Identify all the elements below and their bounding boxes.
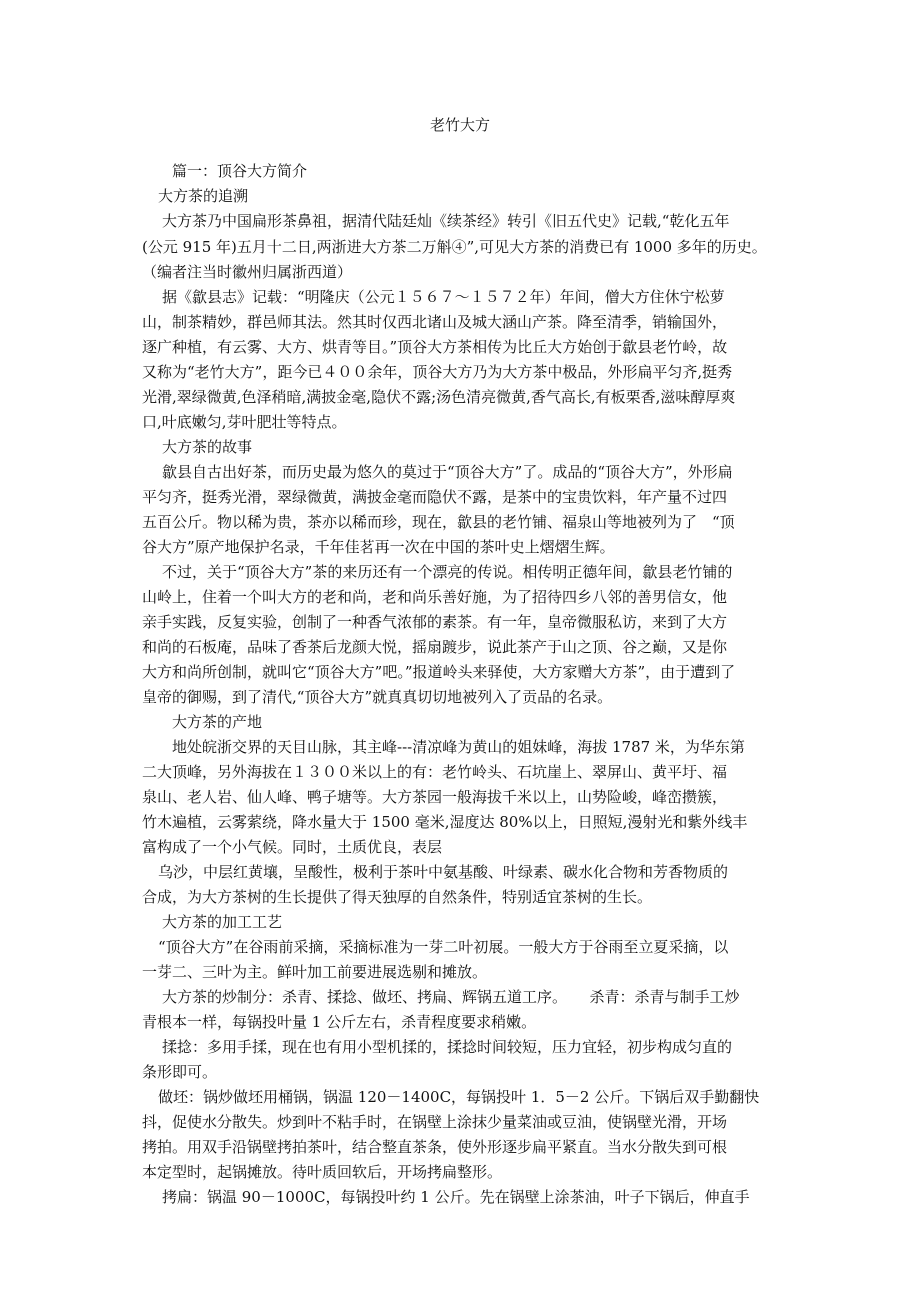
document-title: 老竹大方 [429,116,490,134]
paragraph-line: 光滑,翠绿微黄,色泽稍暗,满披金毫,隐伏不露;汤色清亮微黄,香气高长,有板栗香,滋味醇厚爽 [142,388,736,406]
paragraph-line: 歙县自古出好茶，而历史最为悠久的莫过于“顶谷大方”了。成品的“顶谷大方”，外形扁 [162,463,733,481]
paragraph-line: 口,叶底嫩匀,芽叶肥壮等特点。 [142,413,347,431]
paragraph-line: 谷大方”原产地保护名录，千年佳茗再一次在中国的茶叶史上熠熠生辉。 [142,538,615,556]
paragraph-line: 条形即可。 [142,1063,218,1081]
paragraph-line: 泉山、老人岩、仙人峰、鸭子塘等。大方茶园一般海拔千米以上，山势险峻，峰峦攒簇， [142,788,728,806]
subsection-heading: 大方茶的追溯 [158,187,249,205]
paragraph-line: 和尚的石板庵，品味了香茶后龙颜大悦，摇扇踱步，说此茶产于山之顶、谷之巅，又是你 [142,638,728,656]
paragraph-line: 青根本一样，每锅投叶量 1 公斤左右，杀青程度要求稍嫩。 [142,1013,537,1031]
paragraph-line: 据《歙县志》记载：“明隆庆（公元１５６７～１５７２年）年间，僧大方住休宁松萝 [162,288,725,306]
subsection-heading: 大方茶的产地 [172,713,263,731]
paragraph-line: 五百公斤。物以稀为贵，茶亦以稀而珍，现在，歙县的老竹铺、福泉山等地被列为了 “顶 [142,513,735,531]
paragraph-line: 山岭上，住着一个叫大方的老和尚，老和尚乐善好施，为了招待四乡八邻的善男信女，他 [142,588,728,606]
paragraph-line: 一芽二、三叶为主。鲜叶加工前要进展选剔和摊放。 [142,963,488,981]
paragraph-line: （编者注当时徽州归属浙西道） [142,263,353,281]
paragraph-line: 揉捻：多用手揉，现在也有用小型机揉的，揉捻时间较短，压力宜轻，初步构成匀直的 [162,1038,733,1056]
subsection-heading: 大方茶的故事 [162,438,253,456]
paragraph-line: 山，制茶精妙，群邑师其法。然其时仅西北诸山及城大涵山产茶。降至清季，销输国外， [142,313,728,331]
paragraph-line: 做坯：锅炒做坯用桶锅，锅温 120－1400C，每锅投叶 1．5－2 公斤。下锅后双手勤翻快 [158,1088,760,1106]
paragraph-line: 本定型时，起锅摊放。待叶质回软后，开场拷扁整形。 [142,1163,503,1181]
paragraph-line: 地处皖浙交界的天目山脉，其主峰---清凉峰为黄山的姐妹峰，海拔 1787 米，为华东第 [172,738,745,756]
paragraph-line: 大方和尚所创制，就叫它“顶谷大方”吧。”报道岭头来驿使，大方家赠大方茶”，由于遭到了 [142,663,736,681]
paragraph-line: 逐广种植，有云雾、大方、烘青等目。”顶谷大方茶相传为比丘大方始创于歙县老竹岭，故 [142,338,728,356]
paragraph-line: 不过，关于“顶谷大方”茶的来历还有一个漂亮的传说。相传明正德年间，歙县老竹铺的 [162,563,733,581]
paragraph-line: 二大顶峰，另外海拔在１３００米以上的有：老竹岭头、石坑崖上、翠屏山、黄平圩、福 [142,763,728,781]
paragraph-line: 拷拍。用双手沿锅壁拷拍茶叶，结合整直茶条，使外形逐步扁平紧直。当水分散失到可根 [142,1138,728,1156]
paragraph-line: 又称为“老竹大方”，距今已４００余年，顶谷大方乃为大方茶中极品，外形扁平匀齐,挺秀 [142,363,733,381]
paragraph-line: 拷扁：锅温 90－1000C，每锅投叶约 1 公斤。先在锅壁上涂茶油，叶子下锅后，伸直手 [162,1188,750,1206]
paragraph-line: 乌沙，中层红黄壤，呈酸性，极利于茶叶中氨基酸、叶绿素、碳水化合物和芳香物质的 [158,863,729,881]
paragraph-line: 大方茶乃中国扁形茶鼻祖，据清代陆廷灿《续茶经》转引《旧五代史》记载,“乾化五年 [162,212,730,230]
paragraph-line: 皇帝的御赐，到了清代,“顶谷大方”就真真切切地被列入了贡品的名录。 [142,688,613,706]
paragraph-line: 富构成了一个小气候。同时，土质优良，表层 [142,838,443,856]
paragraph-line: 抖，促使水分散失。炒到叶不粘手时，在锅壁上涂抹少量菜油或豆油，使锅壁光滑，开场 [142,1113,728,1131]
paragraph-line: 亲手实践，反复实验，创制了一种香气浓郁的素茶。有一年，皇帝微服私访，来到了大方 [142,613,728,631]
paragraph-line: 合成，为大方茶树的生长提供了得天独厚的自然条件，特别适宜茶树的生长。 [142,888,653,906]
paragraph-line: 平匀齐，挺秀光滑，翠绿微黄，满披金毫而隐伏不露，是茶中的宝贵饮料，年产量不过四 [142,488,728,506]
subsection-heading: 大方茶的加工工艺 [162,913,283,931]
paragraph-line: (公元 915 年)五月十二日,两浙进大方茶二万斛④”,可见大方茶的消费已有 1000 多年的历史。 [142,238,767,256]
paragraph-line: 竹木遍植，云雾萦绕，降水量大于 1500 毫米,湿度达 80%以上，日照短,漫射光和紫外线丰 [142,813,748,831]
paragraph-line: 大方茶的炒制分：杀青、揉捻、做坯、拷扁、辉锅五道工序。 杀青：杀青与制手工炒 [162,988,740,1006]
paragraph-line: “顶谷大方”在谷雨前采摘，采摘标准为一芽二叶初展。一般大方于谷雨至立夏采摘，以 [158,938,729,956]
section-heading: 篇一：顶谷大方简介 [172,162,308,180]
